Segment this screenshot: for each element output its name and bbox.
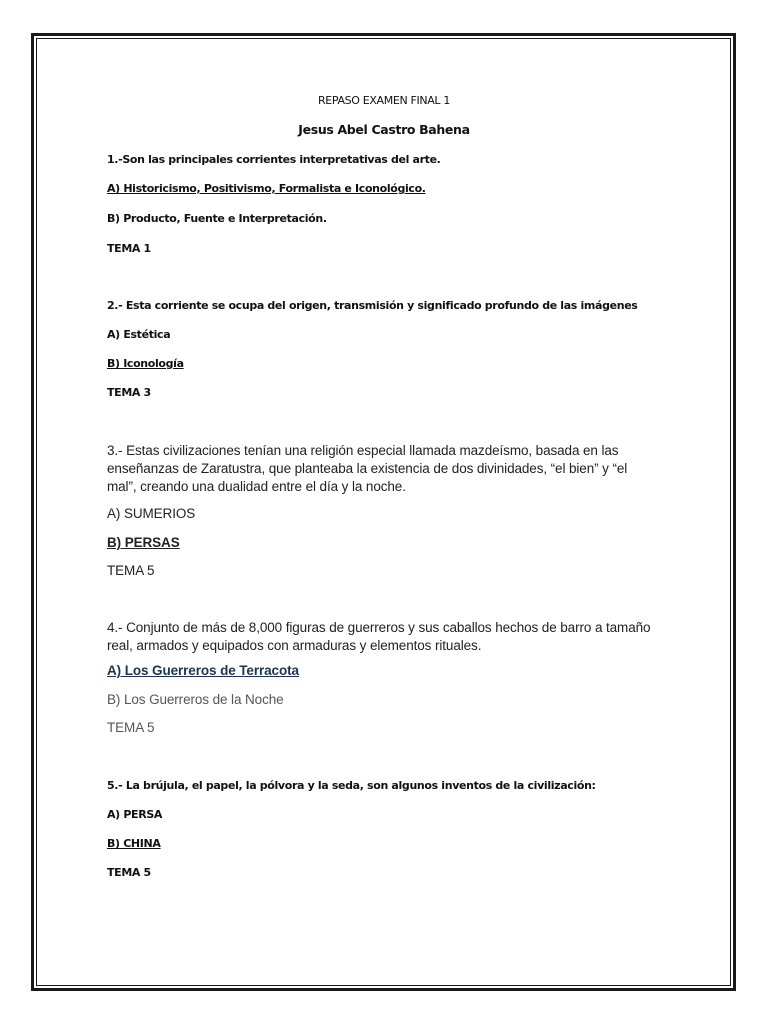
question-4-option-b: B) Los Guerreros de la Noche xyxy=(107,692,284,707)
question-3-option-a: A) SUMERIOS xyxy=(107,506,196,521)
document-title: REPASO EXAMEN FINAL 1 xyxy=(318,94,450,107)
question-3-text: 3.- Estas civilizaciones tenían una religión especial llamada mazdeísmo, basada en las enseñanzas de Zaratustra, que planteaba la existencia de dos divinidades, “el bien” y “el mal”, creando una dualidad entre el día y la noche. xyxy=(107,443,628,494)
question-5-text: 5.- La brújula, el papel, la pólvora y la seda, son algunos inventos de la civilización: xyxy=(107,779,596,792)
question-3-option-b: B) PERSAS xyxy=(107,535,180,550)
question-2-topic: TEMA 3 xyxy=(107,386,151,399)
question-1-option-a: A) Historicismo, Positivismo, Formalista e Iconológico. xyxy=(107,182,426,195)
question-2-text: 2.- Esta corriente se ocupa del origen, transmisión y significado profundo de las imágenes xyxy=(107,299,638,312)
question-4-text: 4.- Conjunto de más de 8,000 figuras de guerreros y sus caballos hechos de barro a tamaño real, armados y equipados con armaduras y elementos rituales. xyxy=(107,620,651,653)
question-5-topic: TEMA 5 xyxy=(107,866,151,879)
question-4-option-a: A) Los Guerreros de Terracota xyxy=(107,663,299,678)
question-1-option-b: B) Producto, Fuente e Interpretación. xyxy=(107,212,327,225)
question-1-text: 1.-Son las principales corrientes interpretativas del arte. xyxy=(107,153,441,166)
question-5-option-a: A) PERSA xyxy=(107,808,163,821)
question-1-topic: TEMA 1 xyxy=(107,242,151,255)
question-4-topic: TEMA 5 xyxy=(107,720,155,735)
author-name: Jesus Abel Castro Bahena xyxy=(298,122,470,137)
question-2-option-b: B) Iconología xyxy=(107,357,184,370)
question-3-topic: TEMA 5 xyxy=(107,563,155,578)
question-5-option-b: B) CHINA xyxy=(107,837,161,850)
question-2-option-a: A) Estética xyxy=(107,328,171,341)
